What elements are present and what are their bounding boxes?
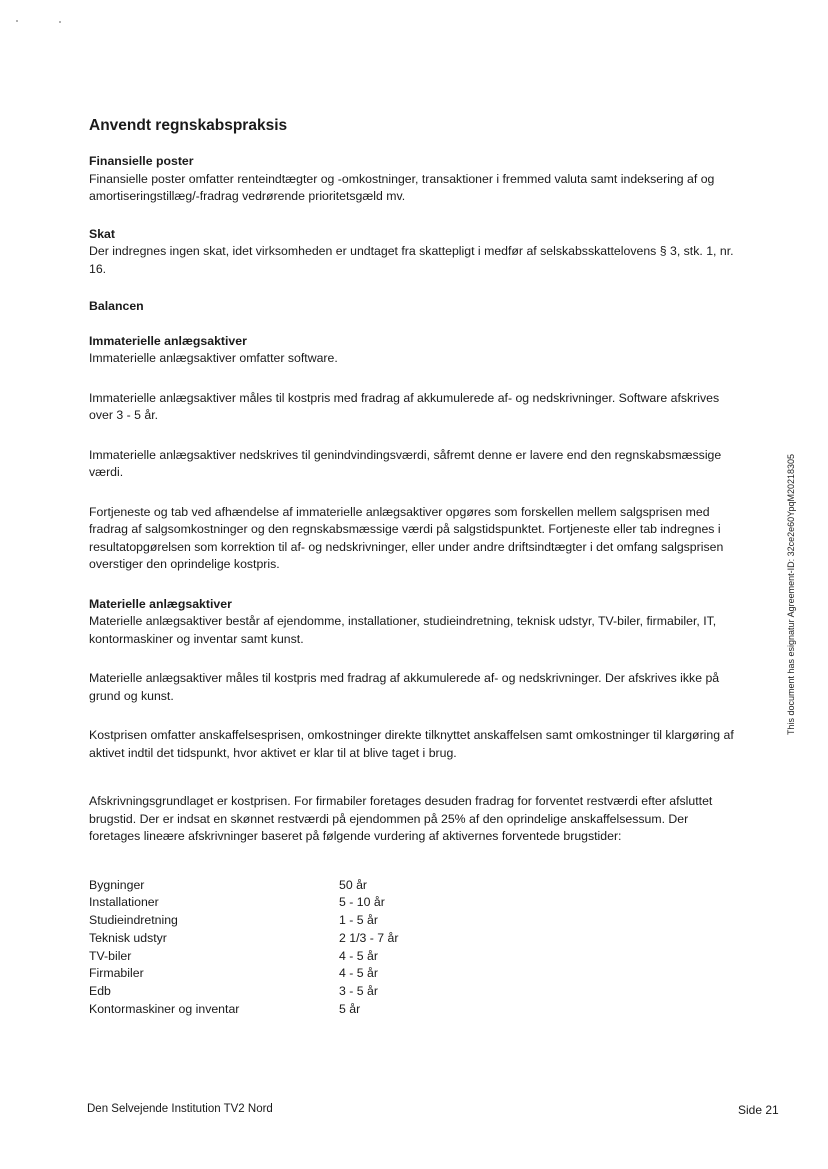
table-row <box>89 912 398 930</box>
paragraph-materielle-1: Materielle anlægsaktiver består af ejendomme, installationer, studieindretning, teknisk udstyr, TV-biler, firmabiler, IT, kontormaskiner og inventar samt kunst. <box>89 614 717 646</box>
paragraph-immaterielle-1: Immaterielle anlægsaktiver omfatter software. <box>89 351 338 365</box>
table-row <box>89 965 398 983</box>
paragraph-immaterielle-3: Immaterielle anlægsaktiver nedskrives til genindvindingsværdi, såfremt denne er lavere end den regnskabsmæssige værdi. <box>89 447 722 479</box>
asset-name: Firmabiler <box>89 966 144 981</box>
paragraph-skat: Der indregnes ingen skat, idet virksomheden er undtaget fra skattepligt i medfør af selskabsskattelovens § 3, stk. 1, nr. 16. <box>89 244 734 276</box>
paragraph-finansielle: Finansielle poster omfatter renteindtægter og -omkostninger, transaktioner i fremmed valuta samt indeksering af og amortiseringstillæg/-fradrag vedrørende prioritetsgæld mv. <box>89 171 715 203</box>
table-row <box>89 877 398 895</box>
asset-name: Teknisk udstyr <box>89 930 167 945</box>
asset-name: Installationer <box>89 895 159 910</box>
table-row <box>89 948 398 966</box>
asset-life: 2 1/3 - 7 år <box>339 930 399 945</box>
document-body <box>89 116 737 1019</box>
scan-speck <box>16 20 18 22</box>
footer-organization: Den Selvejende Institution TV2 Nord <box>87 1103 273 1115</box>
section-title-immaterielle: Immaterielle anlægsaktiver <box>89 333 247 348</box>
asset-life: 4 - 5 år <box>339 948 378 963</box>
page-title: Anvendt regnskabspraksis <box>89 117 288 134</box>
paragraph-materielle-4: Afskrivningsgrundlaget er kostprisen. For firmabiler foretages desuden fradrag for forventet restværdi efter afsluttet brugstid. Der er indsat en skønnet restværdi på ejendommen på 25% af den oprindelige anskaffelsessum. Der foretages lineære afskrivninger baseret på følgende vurdering af aktivernes forventede brugstider: <box>89 794 713 843</box>
useful-lives-table <box>89 877 398 1019</box>
section-title-skat: Skat <box>89 226 115 241</box>
paragraph-immaterielle-2: Immaterielle anlægsaktiver måles til kostpris med fradrag af akkumulerede af- og nedskrivninger. Software afskrives over 3 - 5 år. <box>89 390 720 422</box>
section-title-materielle: Materielle anlægsaktiver <box>89 596 232 611</box>
paragraph-materielle-2: Materielle anlægsaktiver måles til kostpris med fradrag af akkumulerede af- og nedskrivninger. Der afskrives ikke på grund og kunst. <box>89 671 720 703</box>
asset-life: 3 - 5 år <box>339 984 378 999</box>
asset-life: 4 - 5 år <box>339 966 378 981</box>
paragraph-immaterielle-4: Fortjeneste og tab ved afhændelse af immaterielle anlægsaktiver opgøres som forskellen mellem salgsprisen med fradrag af salgsomkostninger og den regnskabsmæssige værdi på salgstidspunktet. Fortjeneste eller tab indregnes i resultatopgørelsen som korrektion til af- og nedskrivninger, eller under andre driftsindtægter i det omfang salgsprisen overstiger den oprindelige kostpris. <box>89 504 724 571</box>
section-title-balancen: Balancen <box>89 299 144 313</box>
asset-name: TV-biler <box>89 948 132 963</box>
asset-life: 50 år <box>339 877 368 892</box>
asset-name: Bygninger <box>89 877 145 892</box>
table-row <box>89 894 398 912</box>
table-row <box>89 1001 398 1019</box>
asset-name: Edb <box>89 984 111 999</box>
table-row <box>89 930 398 948</box>
asset-life: 5 år <box>339 1002 361 1017</box>
footer-page-number: Side 21 <box>738 1103 779 1117</box>
asset-name: Kontormaskiner og inventar <box>89 1002 240 1017</box>
esignatur-side-note: This document has esignatur Agreement-ID: 32ce2e60YpqM20218305 <box>786 453 796 735</box>
section-title-finansielle: Finansielle poster <box>89 154 194 168</box>
paragraph-materielle-3: Kostprisen omfatter anskaffelsesprisen, omkostninger direkte tilknyttet anskaffelsen samt omkostninger til klargøring af aktivet indtil det tidspunkt, hvor aktivet er klar til at blive taget i brug. <box>89 728 734 760</box>
scan-speck <box>59 21 61 23</box>
asset-name: Studieindretning <box>89 913 178 928</box>
table-row <box>89 983 398 1001</box>
asset-life: 1 - 5 år <box>339 913 378 928</box>
asset-life: 5 - 10 år <box>339 895 385 910</box>
